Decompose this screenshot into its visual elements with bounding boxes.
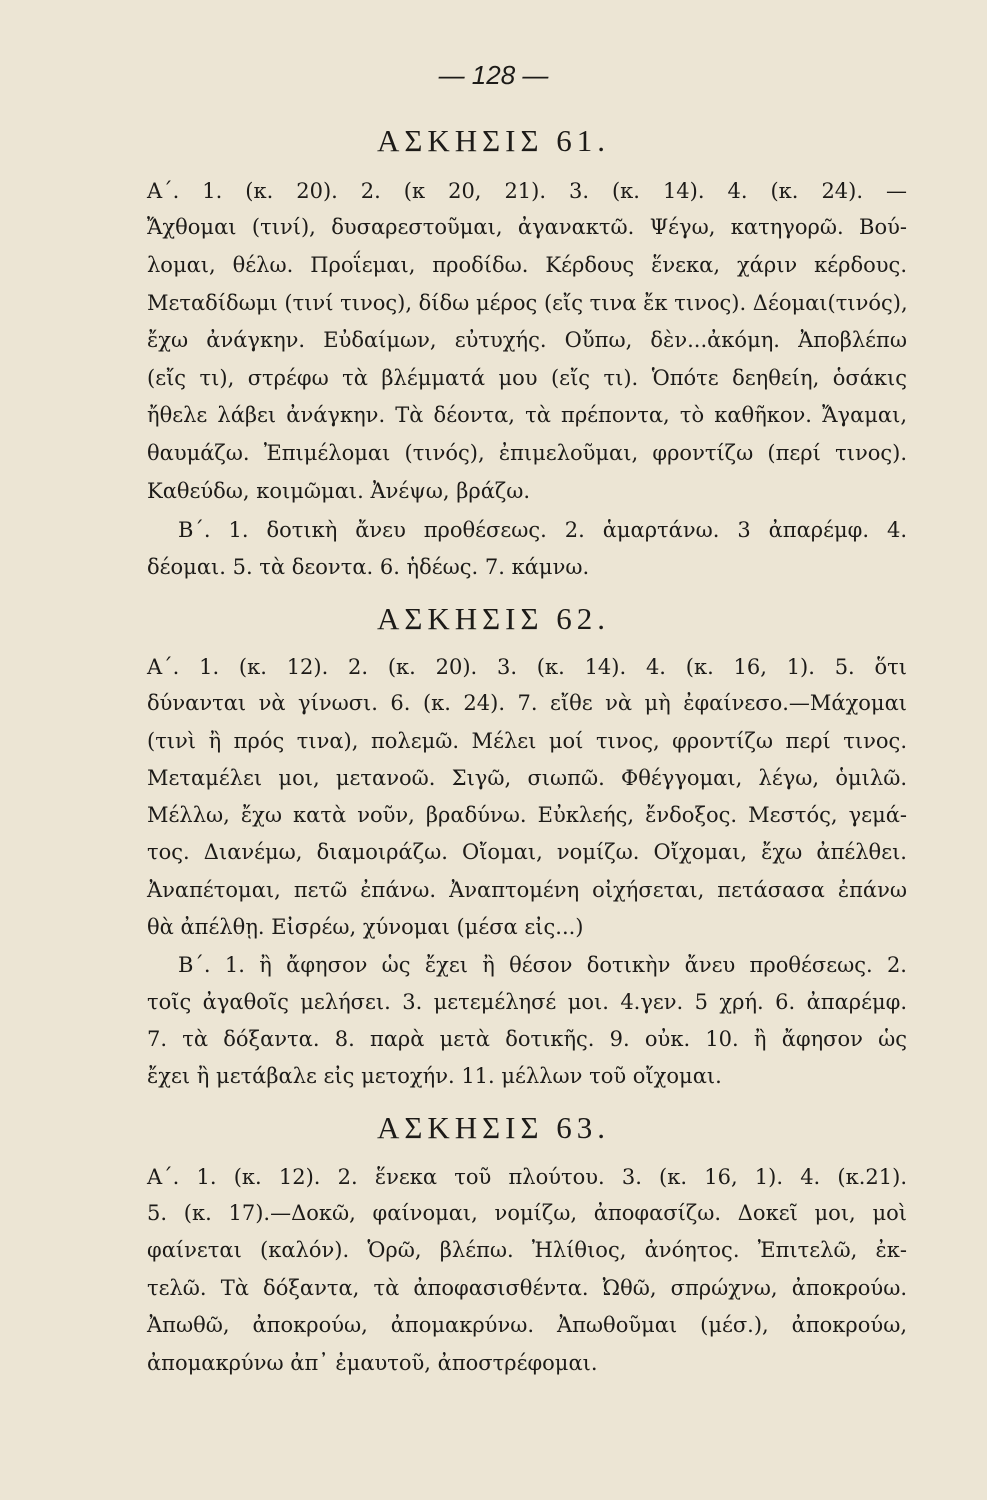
section-heading: ΑΣΚΗΣΙΣ 61. (376, 123, 611, 158)
text-line: τοῖς ἀγαθοῖς μελήσει. 3. μετεμέλησέ μοι. 4.γεν. 5 χρή. 6. ἀπαρέμφ. (147, 990, 907, 1014)
section-heading: ΑΣΚΗΣΙΣ 63. (376, 1110, 611, 1145)
text-line: Ἀναπέτομαι, πετῶ ἐπάνω. Ἀναπτομένη οἰχήσεται, πετάσασα ἐπάνω (147, 878, 907, 902)
text-line: Α΄. 1. (κ. 12). 2. ἕνεκα τοῦ πλούτου. 3. (κ. 16, 1). 4. (κ.21). (147, 1165, 907, 1189)
section-heading: ΑΣΚΗΣΙΣ 62. (376, 601, 611, 636)
text-line: θὰ ἀπέλθῃ. Εἰσρέω, χύνομαι (μέσα εἰς...) (147, 915, 584, 939)
text-line: δέομαι. 5. τὰ δεοντα. 6. ἡδέως. 7. κάμνω. (147, 555, 590, 579)
text-line: φαίνεται (καλόν). Ὁρῶ, βλέπω. Ἠλίθιος, ἀνόητος. Ἐπιτελῶ, ἐκ- (147, 1238, 907, 1262)
text-line: Ἄχθομαι (τινί), δυσαρεστοῦμαι, ἀγανακτῶ. Ψέγω, κατηγορῶ. Βού- (147, 215, 907, 239)
text-line: Ἀπωθῶ, ἀποκρούω, ἀπομακρύνω. Ἀπωθοῦμαι (μέσ.), ἀποκρούω, (147, 1313, 907, 1337)
text-line: τος. Διανέμω, διαμοιράζω. Οἴομαι, νομίζω. Οἴχομαι, ἔχω ἀπέλθει. (147, 840, 907, 864)
text-line: ἔχω ἀνάγκην. Εὐδαίμων, εὐτυχής. Οὔπω, δὲν...ἀκόμη. Ἀποβλέπω (147, 328, 907, 352)
text-line: λομαι, θέλω. Προΐεμαι, προδίδω. Κέρδους ἕνεκα, χάριν κέρδους. (147, 253, 907, 277)
text-line: 5. (κ. 17).—Δοκῶ, φαίνομαι, νομίζω, ἀποφασίζω. Δοκεῖ μοι, μοὶ (147, 1201, 907, 1225)
text-line: ἀπομακρύνω ἀπ᾽ ἐμαυτοῦ, ἀποστρέφομαι. (147, 1351, 598, 1375)
text-line: ἤθελε λάβει ἀνάγκην. Τὰ δέοντα, τὰ πρέποντα, τὸ καθῆκον. Ἄγαμαι, (147, 403, 907, 427)
text-line: Μέλλω, ἔχω κατὰ νοῦν, βραδύνω. Εὐκλεής, ἔνδοξος. Μεστός, γεμά- (147, 803, 907, 827)
text-line: (εἴς τι), στρέφω τὰ βλέμματά μου (εἴς τι). Ὁπότε δεηθείη, ὁσάκις (147, 366, 907, 390)
text-line: δύνανται νὰ γίνωσι. 6. (κ. 24). 7. εἴθε νὰ μὴ ἐφαίνεσο.—Μάχομαι (147, 691, 907, 715)
text-line: ἔχει ἢ μετάβαλε εἰς μετοχήν. 11. μέλλων τοῦ οἴχομαι. (147, 1064, 722, 1088)
text-line: Καθεύδω, κοιμῶμαι. Ἀνέψω, βράζω. (147, 479, 531, 503)
text-line: θαυμάζω. Ἐπιμέλομαι (τινός), ἐπιμελοῦμαι, φροντίζω (περί τινος). (147, 441, 907, 465)
text-line: Μεταδίδωμι (τινί τινος), δίδω μέρος (εἴς τινα ἔκ τινος). Δέομαι(τινός), (147, 291, 908, 315)
text-line: Β΄. 1. δοτικὴ ἄνευ προθέσεως. 2. ἁμαρτάνω. 3 ἀπαρέμφ. 4. (178, 518, 907, 542)
text-line: (τινὶ ἢ πρός τινα), πολεμῶ. Μέλει μοί τινος, φροντίζω περί τινος. (147, 729, 907, 753)
text-line: Α΄. 1. (κ. 12). 2. (κ. 20). 3. (κ. 14). 4. (κ. 16, 1). 5. ὅτι (147, 655, 907, 679)
page-number: — 128 — (438, 60, 549, 90)
text-line: Μεταμέλει μοι, μετανοῶ. Σιγῶ, σιωπῶ. Φθέγγομαι, λέγω, ὁμιλῶ. (147, 766, 907, 790)
text-line: 7. τὰ δόξαντα. 8. παρὰ μετὰ δοτικῆς. 9. οὐκ. 10. ἢ ἄφησον ὡς (147, 1027, 907, 1051)
text-line: τελῶ. Τὰ δόξαντα, τὰ ἀποφασισθέντα. Ὠθῶ, σπρώχνω, ἀποκρούω. (147, 1276, 907, 1300)
text-line: Β΄. 1. ἢ ἄφησον ὡς ἔχει ἢ θέσον δοτικὴν ἄνευ προθέσεως. 2. (178, 953, 907, 977)
text-line: Α΄. 1. (κ. 20). 2. (κ 20, 21). 3. (κ. 14). 4. (κ. 24). — (147, 179, 907, 203)
